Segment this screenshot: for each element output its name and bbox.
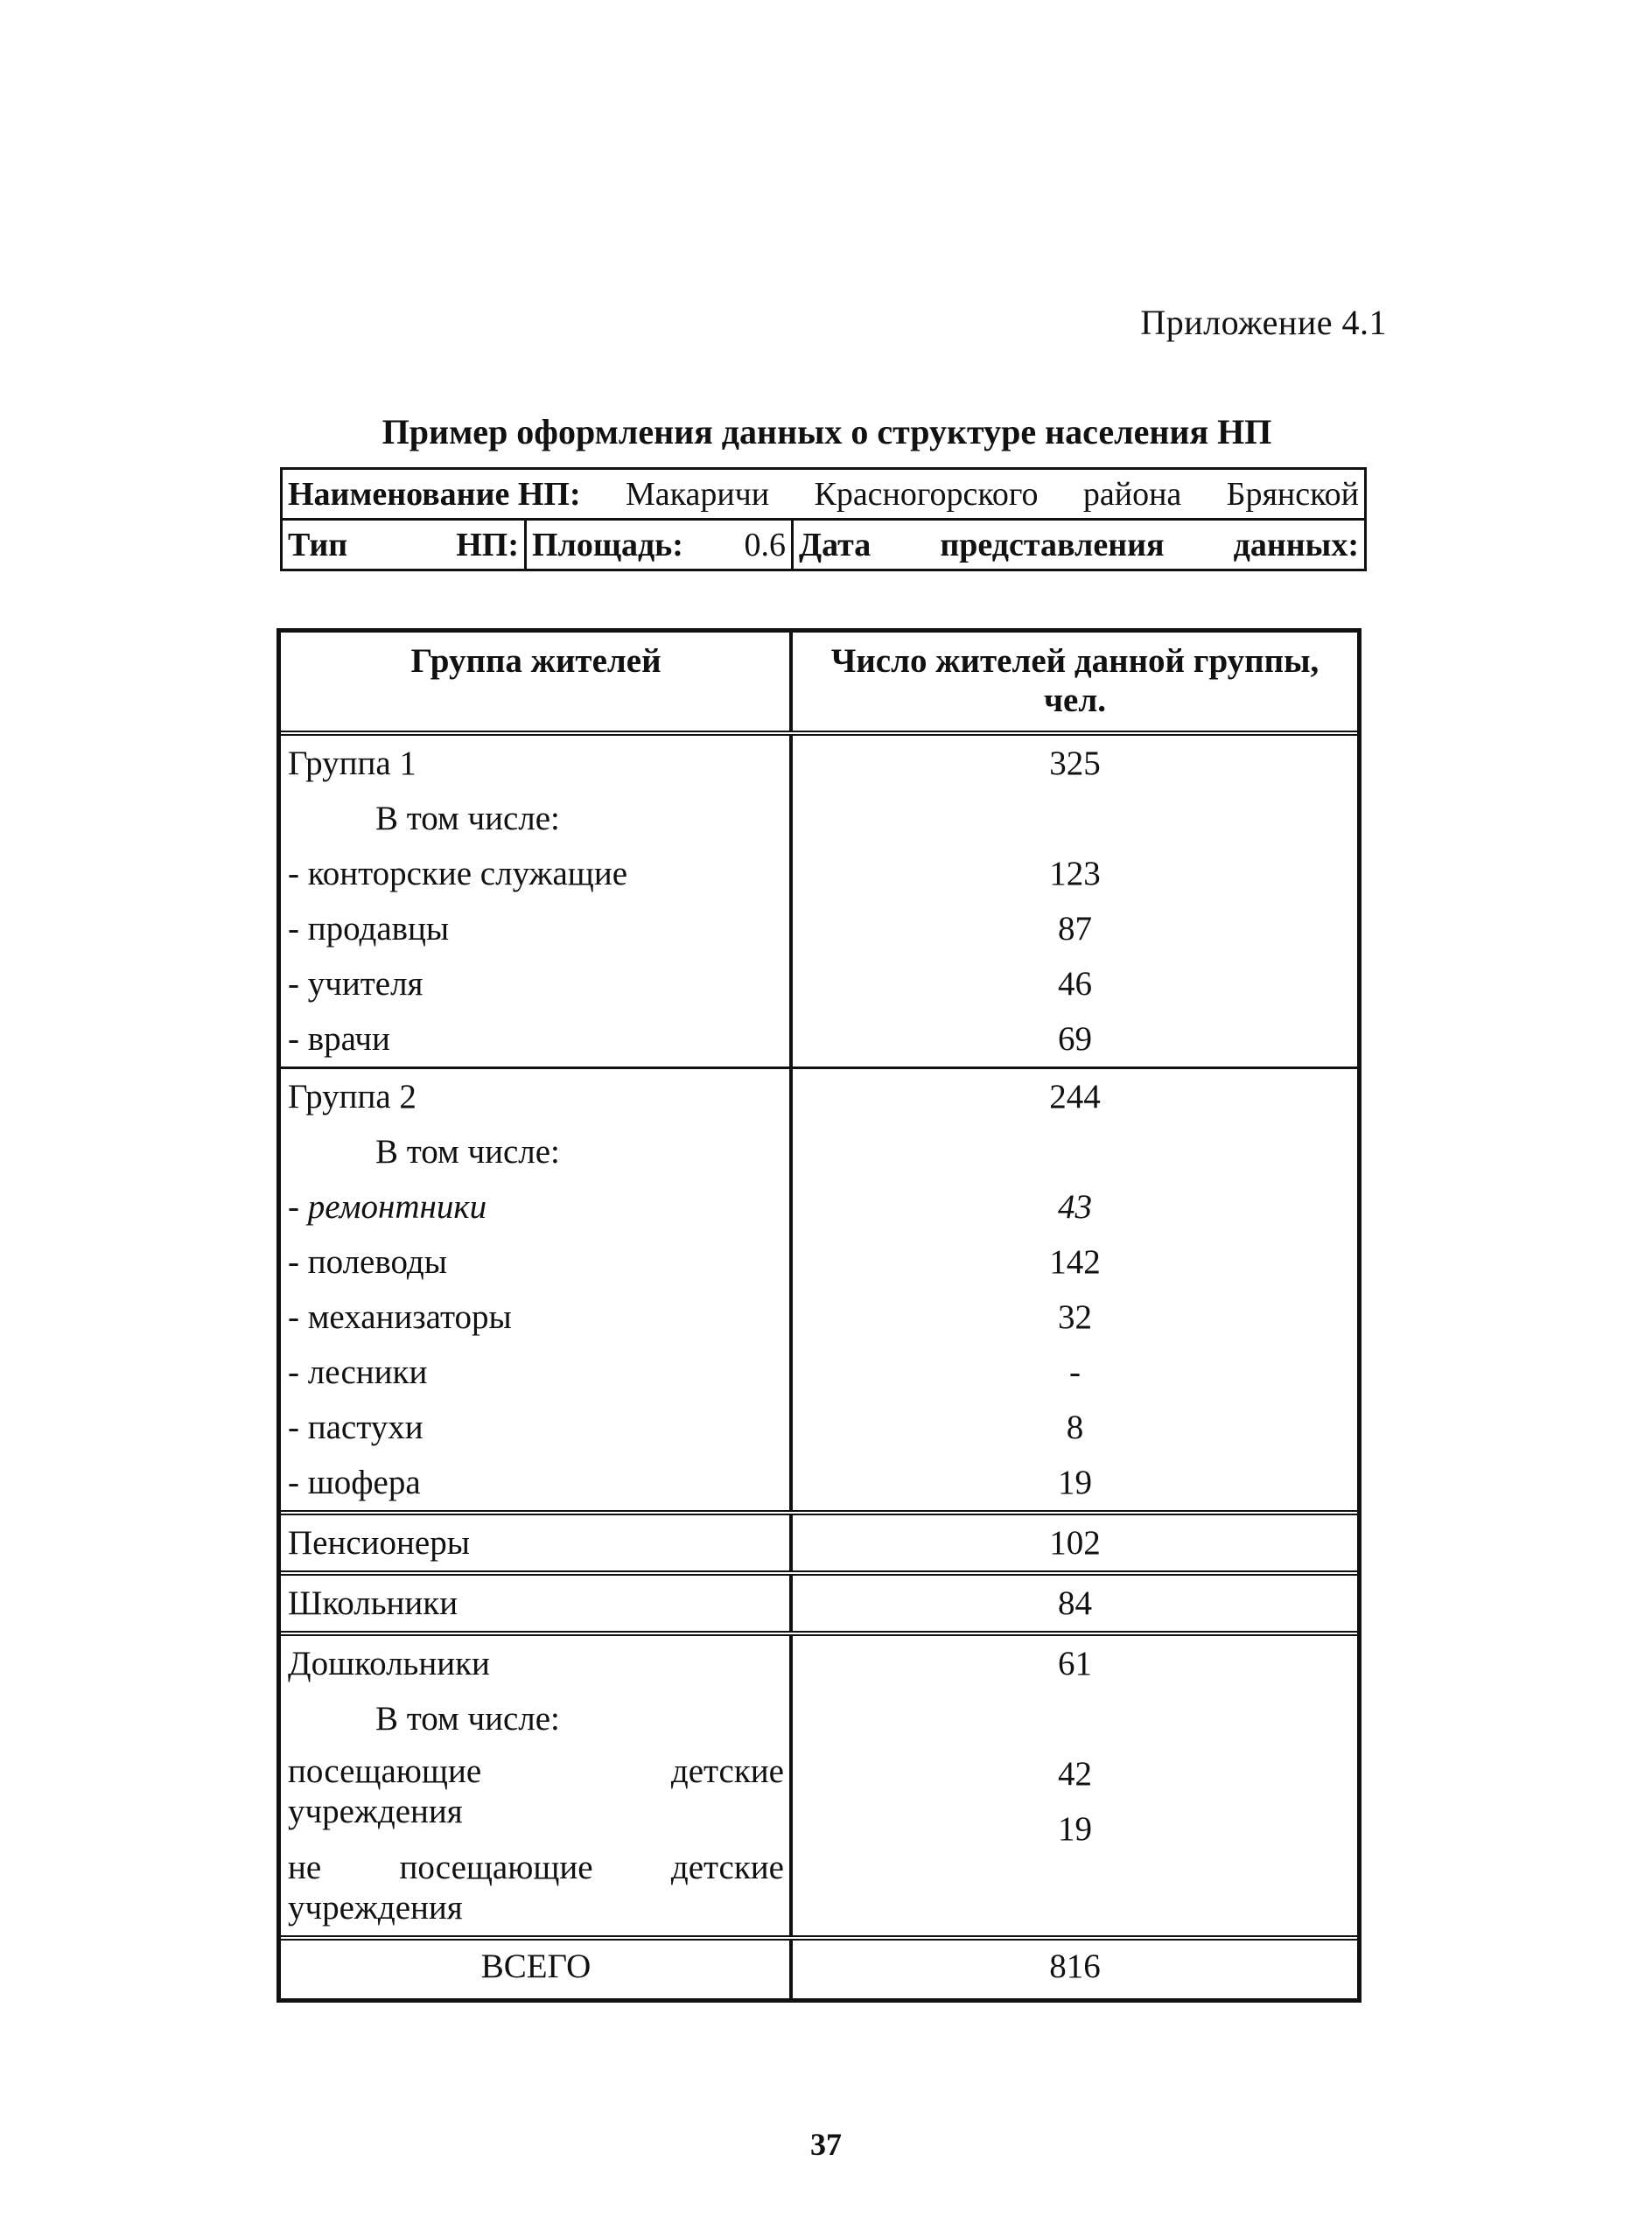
area-value: 0.6 bbox=[744, 526, 786, 563]
name-value-2: Красногорского bbox=[814, 475, 1039, 513]
document-title: Пример оформления данных о структуре населения НП bbox=[382, 412, 1272, 451]
preschool-item1-value: 42 bbox=[1058, 1755, 1092, 1793]
schoolchildren-label: Школьники bbox=[288, 1584, 458, 1622]
group2-item-label: - лесники bbox=[288, 1353, 428, 1391]
settlement-name-cell bbox=[283, 470, 1364, 518]
pensioners-row bbox=[281, 1515, 1357, 1576]
schoolchildren-value-cell bbox=[793, 1576, 1357, 1631]
group2-item-label: - механизаторы bbox=[288, 1298, 512, 1336]
date-label-2: представления bbox=[940, 526, 1165, 563]
group2-values bbox=[793, 1069, 1357, 1510]
date-label-3: данных: bbox=[1233, 526, 1359, 563]
group2-item-value: - bbox=[1069, 1353, 1081, 1391]
preschool-labels bbox=[281, 1636, 793, 1935]
preschool-item1-line1 bbox=[288, 1752, 784, 1792]
group2-item-value: 8 bbox=[1066, 1409, 1084, 1446]
col2-header-line2: чел. bbox=[1044, 682, 1106, 719]
total-value: 816 bbox=[1049, 1948, 1101, 1985]
group2-item-value: 32 bbox=[1058, 1298, 1092, 1336]
group1-item-label: - продавцы bbox=[288, 910, 450, 948]
group2-subheader-spacer bbox=[798, 1124, 1352, 1179]
group2-row bbox=[281, 1069, 1357, 1515]
group2-item-value: 19 bbox=[1058, 1464, 1092, 1501]
preschool-item1-word: учреждения bbox=[288, 1793, 463, 1830]
info-row-name bbox=[283, 470, 1364, 521]
area-label: Площадь: bbox=[532, 526, 683, 563]
name-value-3: района bbox=[1082, 475, 1182, 513]
preschool-item2-word: посещающие bbox=[399, 1849, 593, 1886]
preschool-values bbox=[793, 1636, 1357, 1935]
preschool-item1-word: посещающие bbox=[288, 1752, 482, 1790]
type-label-1: Тип bbox=[288, 526, 348, 563]
group1-value: 325 bbox=[1049, 745, 1101, 782]
schoolchildren-row bbox=[281, 1576, 1357, 1636]
preschool-item2-word: детские bbox=[670, 1849, 784, 1886]
name-value-4: Брянской bbox=[1226, 475, 1359, 513]
preschool-item2-word: учреждения bbox=[288, 1889, 463, 1927]
type-label-2: НП: bbox=[456, 526, 519, 563]
group2-name: Группа 2 bbox=[288, 1078, 416, 1116]
group1-row bbox=[281, 736, 1357, 1069]
settlement-info-table bbox=[280, 467, 1367, 571]
group1-item-label: - врачи bbox=[288, 1020, 390, 1058]
col2-header bbox=[793, 633, 1357, 731]
preschool-subheader-spacer bbox=[798, 1691, 1352, 1746]
pensioners-label: Пенсионеры bbox=[288, 1524, 470, 1562]
population-structure-table bbox=[276, 628, 1362, 2003]
preschool-subheader: В том числе: bbox=[375, 1700, 560, 1738]
name-label: Наименование НП: bbox=[288, 475, 581, 513]
group1-values bbox=[793, 736, 1357, 1067]
group1-item-label: - конторские служащие bbox=[288, 855, 628, 892]
group1-item-label: - учителя bbox=[288, 965, 424, 1003]
info-row-type bbox=[283, 521, 1364, 569]
group1-item-value: 69 bbox=[1058, 1020, 1092, 1058]
group1-labels bbox=[281, 736, 793, 1067]
name-value-1: Макаричи bbox=[625, 475, 770, 513]
group1-name: Группа 1 bbox=[288, 745, 416, 782]
group2-item-value: 43 bbox=[1058, 1188, 1092, 1226]
group2-item-label: - пастухи bbox=[288, 1409, 424, 1446]
total-label: ВСЕГО bbox=[281, 1941, 793, 1998]
group1-subheader: В том числе: bbox=[375, 800, 560, 837]
group2-item-label: - шофера bbox=[288, 1464, 421, 1501]
schoolchildren-label-cell bbox=[281, 1576, 793, 1631]
group2-subheader: В том числе: bbox=[375, 1133, 560, 1171]
pensioners-value-cell bbox=[793, 1515, 1357, 1570]
preschool-item1-word: детские bbox=[670, 1752, 784, 1790]
preschool-row bbox=[281, 1636, 1357, 1941]
table-header-row bbox=[281, 633, 1357, 736]
total-row bbox=[281, 1941, 1357, 1998]
group1-item-value: 46 bbox=[1058, 965, 1092, 1003]
page-number: 37 bbox=[810, 2127, 842, 2162]
preschool-item2-value: 19 bbox=[1058, 1810, 1092, 1848]
schoolchildren-value: 84 bbox=[1058, 1584, 1092, 1622]
group2-item-value: 142 bbox=[1049, 1243, 1101, 1281]
preschool-name: Дошкольники bbox=[288, 1645, 490, 1682]
pensioners-value: 102 bbox=[1049, 1524, 1101, 1562]
type-cell bbox=[283, 521, 524, 569]
preschool-item2-word: не bbox=[288, 1849, 322, 1886]
group1-subheader-spacer bbox=[798, 791, 1352, 846]
pensioners-label-cell bbox=[281, 1515, 793, 1570]
group2-item-label: - полеводы bbox=[288, 1243, 447, 1281]
group2-item-label: - ремонтники bbox=[288, 1188, 487, 1226]
appendix-label: Приложение 4.1 bbox=[1140, 303, 1387, 342]
col1-header: Группа жителей bbox=[281, 633, 793, 731]
group2-value: 244 bbox=[1049, 1078, 1101, 1116]
col2-header-line1: Число жителей данной группы, bbox=[830, 642, 1320, 680]
group2-labels bbox=[281, 1069, 793, 1510]
date-cell bbox=[791, 521, 1364, 569]
preschool-value: 61 bbox=[1058, 1645, 1092, 1682]
group1-item-value: 123 bbox=[1049, 855, 1101, 892]
area-cell bbox=[524, 521, 791, 569]
preschool-item2-line1 bbox=[288, 1848, 784, 1888]
date-label-1: Дата bbox=[799, 526, 872, 563]
group1-item-value: 87 bbox=[1058, 910, 1092, 948]
